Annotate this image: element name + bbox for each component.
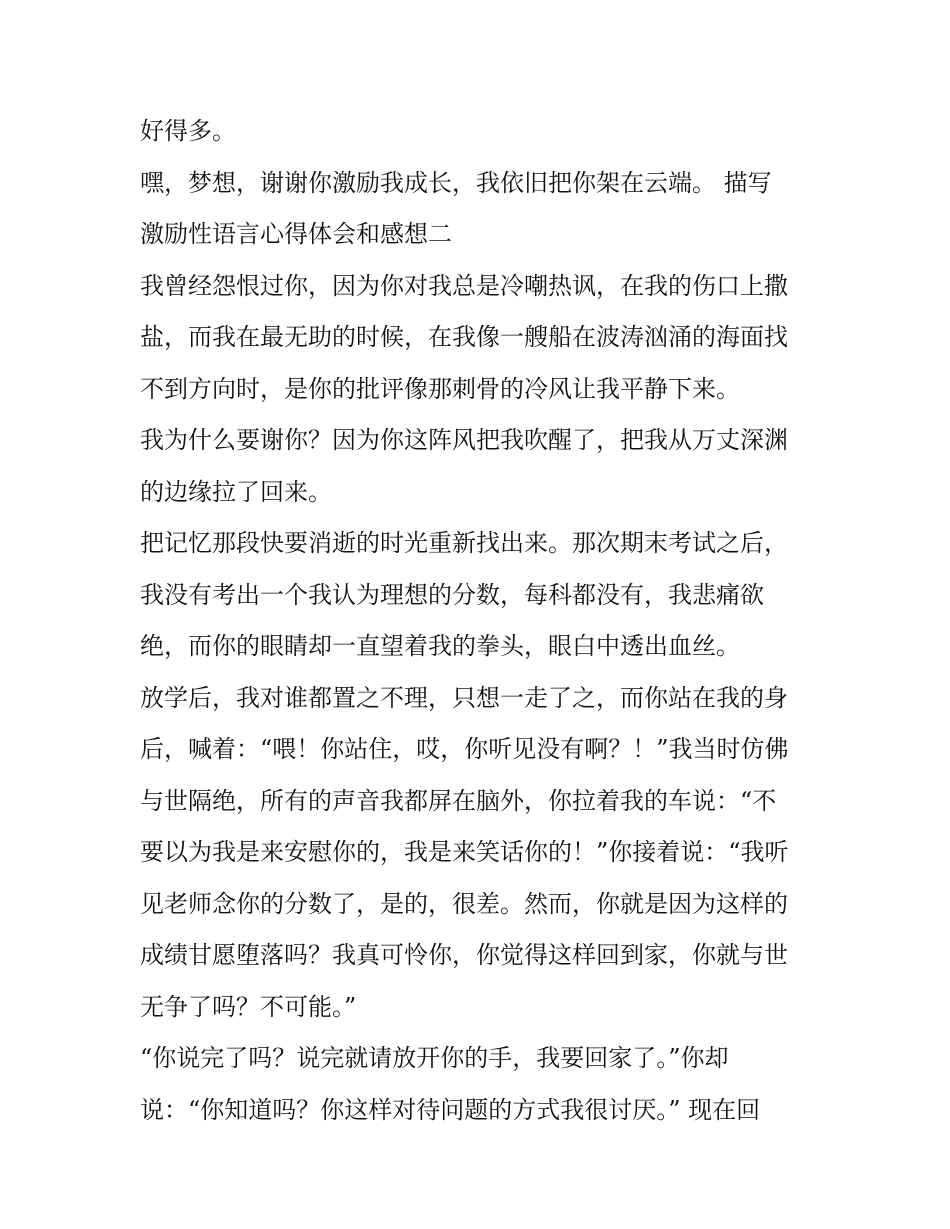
text-line: 激励性语言心得体会和感想二	[140, 220, 452, 248]
text-line: 把记忆那段快要消逝的时光重新找出来。那次期末考试之后，	[140, 529, 788, 557]
text-line: “你说完了吗？说完就请放开你的手，我要回家了。”你却	[140, 1044, 729, 1072]
text-line: 绝，而你的眼睛却一直望着我的拳头，眼白中透出血丝。	[140, 632, 740, 660]
text-line: 放学后，我对谁都置之不理，只想一走了之，而你站在我的身	[140, 683, 788, 712]
text-line: 不到方向时，是你的批评像那刺骨的冷风让我平静下来。	[140, 374, 740, 403]
text-line: 好得多。	[140, 117, 236, 145]
text-line: 无争了吗？不可能。”	[140, 992, 357, 1021]
text-line: 说：“你知道吗？你这样对待问题的方式我很讨厌。” 现在回	[140, 1095, 761, 1124]
text-line: 要以为我是来安慰你的，我是来笑话你的！”你接着说：“我听	[140, 838, 789, 866]
text-line: 嘿，梦想，谢谢你激励我成长，我依旧把你架在云端。 描写	[140, 168, 772, 197]
text-line: 我为什么要谢你？因为你这阵风把我吹醒了，把我从万丈深渊	[140, 426, 788, 454]
text-line: 我曾经怨恨过你，因为你对我总是冷嘲热讽，在我的伤口上撒	[140, 271, 788, 300]
text-line: 与世隔绝，所有的声音我都屏在脑外，你拉着我的车说：“不	[140, 786, 777, 815]
text-line: 成绩甘愿堕落吗？我真可怜你，你觉得这样回到家，你就与世	[140, 941, 788, 969]
text-line: 见老师念你的分数了，是的，很差。然而，你就是因为这样的	[140, 889, 788, 918]
text-line: 我没有考出一个我认为理想的分数，每科都没有，我悲痛欲	[140, 580, 764, 609]
text-line: 盐，而我在最无助的时候，在我像一艘船在波涛汹涌的海面找	[140, 323, 788, 351]
text-line: 后，喊着：“喂！你站住，哎，你听见没有啊？！”我当时仿佛	[140, 735, 789, 763]
text-line: 的边缘拉了回来。	[140, 477, 332, 506]
document-body	[140, 106, 820, 1136]
